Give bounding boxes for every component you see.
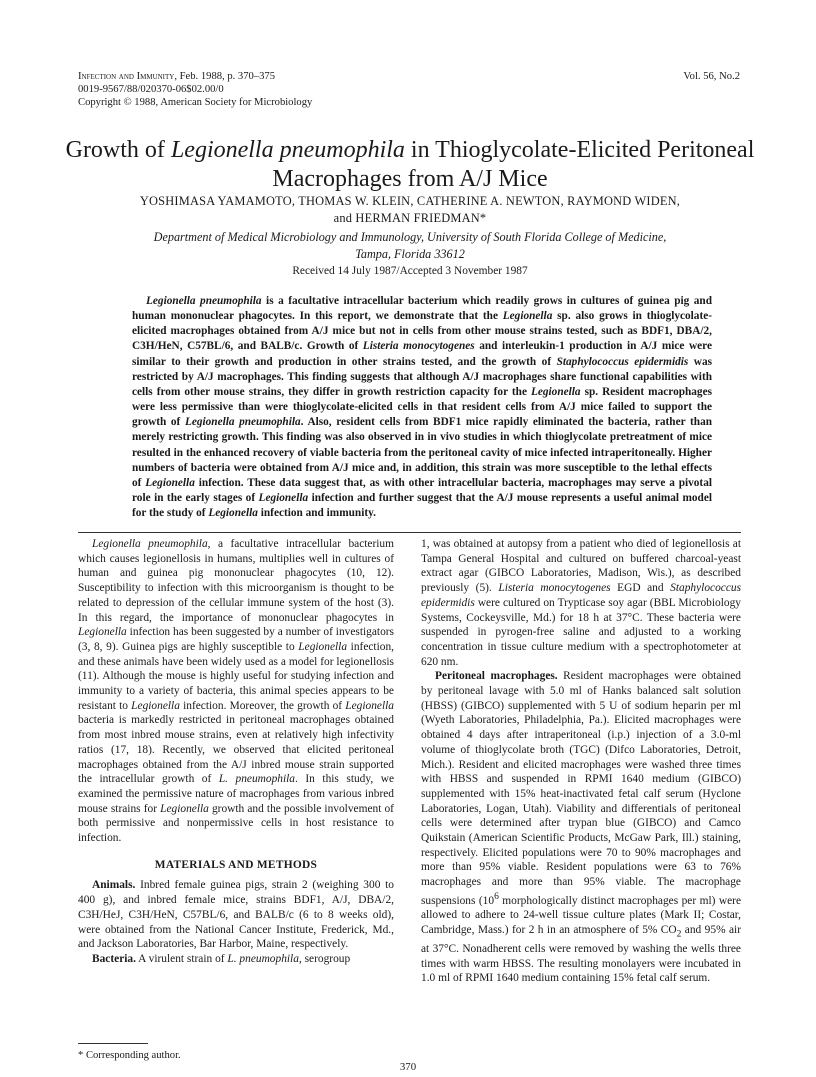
affiliation bbox=[60, 229, 760, 263]
author-line-1: YOSHIMASA YAMAMOTO, THOMAS W. KLEIN, CATHERINE A. NEWTON, RAYMOND WIDEN, bbox=[139, 194, 681, 208]
citation: , Feb. 1988, p. 370–375 bbox=[174, 71, 275, 82]
volume-issue: Vol. 56, No.2 bbox=[683, 71, 740, 82]
animals-run-in-head: Animals. bbox=[92, 879, 136, 892]
italic-term: Legionella bbox=[78, 626, 127, 639]
bacteria-paragraph: Bacteria. A virulent strain of L. pneumophila, serogroup bbox=[92, 952, 351, 965]
text-run: was restricted by A/J macrophages. This finding suggests that although A/J macrophages share functional capabilities with cells from other mouse strains, they differ in growth restriction capacity for the bbox=[132, 355, 712, 398]
text-run: 1, was obtained at autopsy from a patient who died of legionellosis at Tampa General Hospital and cultured on buffered charcoal-yeast extract agar (GIBCO Laboratories, Madison, Wis.), as described previously (5). bbox=[421, 538, 741, 595]
italic-term: Legionella bbox=[345, 699, 394, 712]
italic-term: Legionella bbox=[258, 492, 309, 505]
italic-term: Listeria monocytogenes bbox=[362, 340, 475, 353]
italic-term: Legionella bbox=[208, 507, 258, 520]
peritoneal-paragraph bbox=[421, 669, 741, 986]
peritoneal-run-in-head: Peritoneal macrophages. bbox=[435, 670, 558, 683]
journal-name: Infection and Immunity bbox=[78, 71, 175, 82]
footnote: * Corresponding author. bbox=[78, 1050, 181, 1061]
text-run: morphologically distinct macrophages per ml) were allowed to adhere to 24-well tissue culture plates (Mark II; Costar, Cambridge, Mass.) for 2 h in an atmosphere of 5% CO bbox=[421, 894, 741, 937]
text-run: infection, and these animals have been widely used as a model for legionellosis (11). Although the mouse is highly useful for studying infection and immunity to a variety of bacteria, this animal species appears to be resistant to bbox=[78, 640, 394, 712]
text-run: , a facultative intracellular bacterium which causes legionellosis in humans, multiplies well in cultures of human and guinea pig mononuclear phagocytes (10, 12). Susceptibility to infection with this microorganism is thought to be related to depression of the cellular immune system of the host (3). In this regard, the importance of mononuclear phagocytes in bbox=[78, 538, 394, 624]
italic-term: Staphylococcus epidermidis bbox=[556, 355, 689, 368]
text-run: and 95% air at 37°C. Nonadherent cells were removed by washing the wells three times with warm HBSS. The resulting monolayers were incubated in 1.0 ml of RPMI 1640 medium containing 15% fetal calf serum. bbox=[421, 924, 741, 985]
text-run: growth and the possible involvement of both permissive and nonpermissive cells in host resistance to infection. bbox=[78, 802, 394, 845]
italic-term: Legionella bbox=[131, 699, 180, 712]
text-run: infection and immunity. bbox=[257, 507, 376, 520]
body-column-right bbox=[421, 537, 741, 986]
text-run: bacteria is markedly restricted in peritoneal macrophages obtained from most inbred mouse strains, even at relatively high infectivity ratios (17, 18). Recently, we observed that elicited peritoneal macrophages obtained from the A/J inbred mouse strain supported the intracellular growth of bbox=[78, 714, 394, 786]
bacteria-run-in-head: Bacteria. bbox=[92, 952, 136, 965]
italic-term: Legionella bbox=[145, 476, 195, 489]
text-run: were cultured on Trypticase soy agar (BBL Microbiology Systems, Cockeysville, Md.) for 18 h at 37°C. These bacteria were suspended in pyrogen-free saline and adjusted to a working concentration in tissue culture medium with a spectrophotometer at 620 nm. bbox=[421, 596, 741, 668]
italic-term: Legionella bbox=[298, 640, 348, 653]
text-run: and interleukin-1 production in A/J mice were similar to their growth and production in other strains tested, and the growth of bbox=[132, 340, 712, 368]
text-run: sp. Resident macrophages were less permissive than were thioglycolate-elicited cells in that resident cells from A/J mice failed to support the growth of bbox=[132, 385, 712, 429]
text-run: sp. also grows in thioglycolate-elicited macrophages obtained from A/J mice but not in cells from other mouse strains tested, such as BDF1, DBA/2, C3H/HeN, C57BL/6, and BALB/c. Growth of bbox=[132, 310, 712, 353]
italic-term: Legionella bbox=[530, 385, 581, 398]
affiliation-line-2: Tampa, Florida 33612 bbox=[355, 247, 465, 261]
italic-term: Legionella pneumophila bbox=[92, 538, 208, 550]
text-run: infection and further suggest that the A/J mouse represents a useful animal model for the study of bbox=[132, 492, 712, 520]
author-list bbox=[60, 193, 760, 227]
italic-term: Legionella bbox=[502, 310, 553, 323]
article-title: Growth of Legionella pneumophila in Thioglycolate-Elicited Peritoneal Macrophages from A/J Mice bbox=[65, 137, 755, 192]
text-run: Resident macrophages were obtained by peritoneal lavage with 5.0 ml of Hanks balanced salt solution (HBSS) (GIBCO) supplemented with 5 U of sodium heparin per ml (Wyeth Laboratories, Philadelphia, Pa.). Elicited macrophages were obtained 4 days after intraperitoneal (i.p.) injection of a 3.0-ml volume of thioglycolate broth (TGC) (Difco Laboratories, Detroit, Mich.). Resident and elicited macrophages were washed three times with HBSS and suspended in RPMI 1640 medium (GIBCO) supplemented with 15% heat-inactivated fetal calf serum (Hyclone Laboratories, Logan, Utah). Viability and differentials of peritoneal cells were determined after trypan blue (GIBCO) and Camco Quikstain (American Scientific Products, McGaw Park, Ill.) staining, respectively. Elicited populations were 70 to 90% macrophages and more than 95% viable. Resident populations were 63 to 76% macrophages and more than 95% viable. The macrophage suspensions (10 bbox=[421, 670, 741, 907]
title-italic: Legionella pneumophila bbox=[170, 137, 405, 163]
section-divider bbox=[78, 532, 741, 533]
intro-paragraph bbox=[78, 537, 394, 846]
subscript: 2 bbox=[676, 929, 682, 940]
italic-term: Legionella pneumophila bbox=[146, 295, 262, 307]
superscript: 6 bbox=[494, 891, 499, 902]
italic-term: L. pneumophila bbox=[218, 773, 296, 786]
article-code: 0019-9567/88/020370-06$02.00/0 bbox=[78, 84, 224, 95]
footnote-rule bbox=[78, 1043, 148, 1044]
affiliation-line-1: Department of Medical Microbiology and Immunology, University of South Florida College of Medicine, bbox=[153, 230, 667, 244]
body-column-left bbox=[78, 537, 394, 967]
copyright: Copyright © 1988, American Society for Microbiology bbox=[78, 97, 313, 108]
italic-term: Listeria monocytogenes bbox=[498, 582, 611, 595]
text-run: . In this study, we examined the permissive nature of macrophages from various inbred mouse strains for bbox=[78, 773, 394, 815]
text-run: infection has been suggested by a number of investigators (3, 8, 9). Guinea pigs are highly susceptible to bbox=[78, 626, 394, 653]
methods-heading: MATERIALS AND METHODS bbox=[154, 858, 318, 871]
italic-term: Legionella bbox=[160, 802, 209, 815]
page-number: 370 bbox=[399, 1061, 417, 1073]
received-dates: Received 14 July 1987/Accepted 3 November 1987 bbox=[292, 265, 528, 277]
italic-term: Legionella pneumophila bbox=[184, 416, 301, 429]
text-run: infection. Moreover, the growth of bbox=[179, 699, 346, 712]
text-run: . Also, resident cells from BDF1 mice rapidly eliminated the bacteria, rather than merely restricting growth. This finding was also observed in in vivo studies in which thioglycolate pretreatment of mice resulted in the enhanced recovery of viable bacteria from the peritoneal cavity of mice infected intraperitoneally. Higher numbers of bacteria were obtained from A/J mice and, in addition, this strain was more susceptible to the lethal effects of bbox=[132, 416, 712, 489]
text-run: infection. These data suggest that, as with other intracellular bacteria, macrophages may serve a pivotal role in the early stages of bbox=[132, 476, 712, 505]
text-run: is a facultative intracellular bacterium which readily grows in cultures of guinea pig and human mononuclear phagocytes. In this report, we demonstrate that the bbox=[132, 295, 712, 323]
abstract bbox=[132, 294, 712, 521]
running-header bbox=[78, 70, 518, 109]
bacteria-continued-paragraph bbox=[421, 537, 741, 669]
author-line-2: and HERMAN FRIEDMAN* bbox=[333, 211, 487, 225]
italic-term: Staphylococcus epidermidis bbox=[421, 582, 742, 609]
text-run: EGD and bbox=[610, 582, 671, 595]
animals-paragraph: Animals. Inbred female guinea pigs, strain 2 (weighing 300 to 400 g), and inbred female mice, strains BDF1, A/J, DBA/2, C3H/HeJ, C3H/HeN, C57BL/6, and BALB/c (6 to 8 weeks old), were obtained from the National Cancer Institute, Frederick, Md., and Jackson Laboratories, Bar Harbor, Maine, respectively. bbox=[78, 879, 394, 951]
